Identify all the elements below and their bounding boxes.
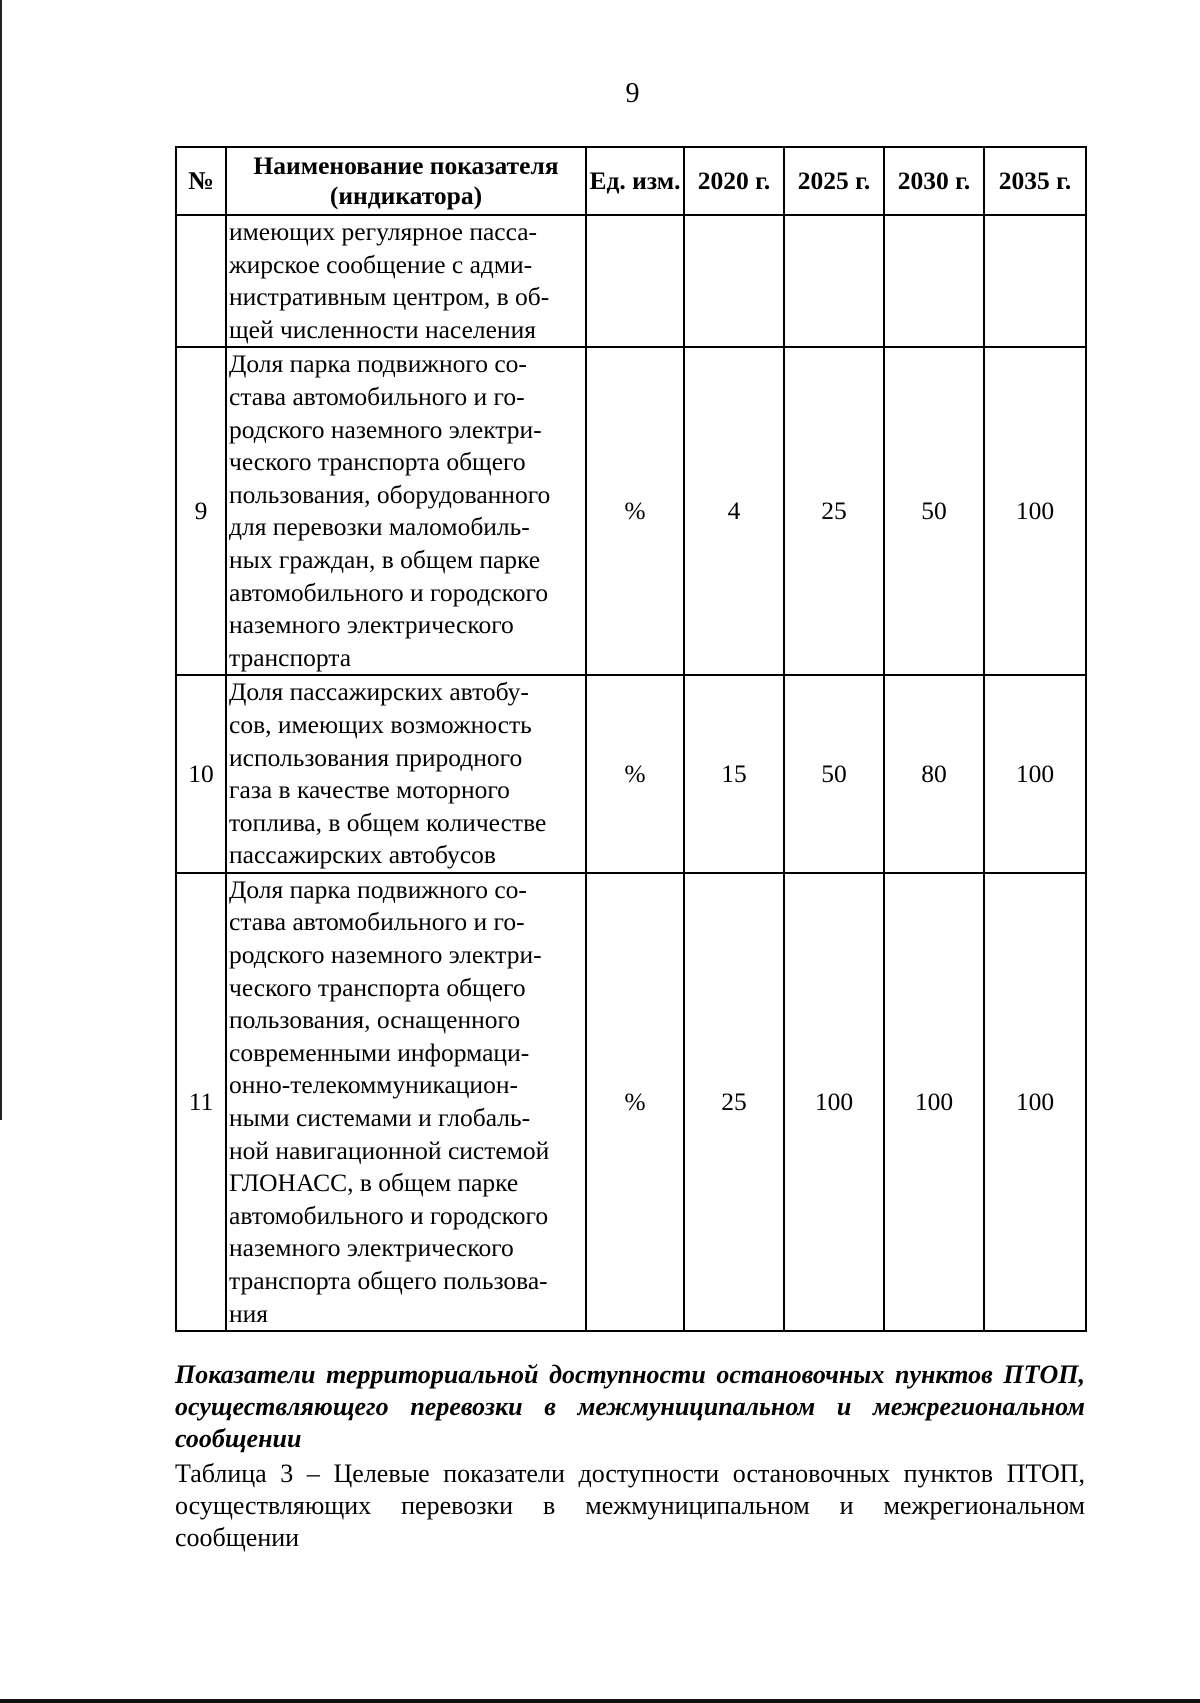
indicators-table (175, 146, 1087, 1332)
table-header-row (176, 147, 1086, 215)
value-2035-cell: 100 (984, 347, 1086, 675)
indicator-name-line: онно-телекоммуникацион- (229, 1070, 518, 1100)
indicator-name-line: жирское сообщение с адми- (229, 249, 533, 279)
table-row (176, 347, 1086, 675)
value-2030-cell: 80 (884, 675, 984, 873)
header-indicator-name: Наименование показателя (индикатора) (226, 147, 586, 215)
indicator-name-line: пользования, оборудованного (229, 479, 551, 509)
value-2020-cell (684, 215, 784, 347)
unit-cell: % (586, 347, 684, 675)
indicator-name-line: для перевозки маломобиль- (229, 512, 530, 542)
table-row (176, 873, 1086, 1331)
row-number-cell (176, 215, 226, 347)
indicator-name-line: родского наземного электри- (229, 414, 542, 444)
indicator-name-line: имеющих регулярное пасса- (229, 217, 538, 246)
indicator-name-line: нистративным центром, в об- (229, 282, 550, 312)
table-body (176, 215, 1086, 1331)
indicator-name-line: щей численности населения (229, 314, 536, 344)
indicator-name-line: топлива, в общем количестве (229, 807, 547, 837)
indicator-name-line: ческого транспорта общего (229, 447, 526, 477)
page-number: 9 (625, 78, 640, 109)
row-number-cell: 9 (176, 347, 226, 675)
value-2020-cell: 4 (684, 347, 784, 675)
value-2025-cell: 50 (784, 675, 884, 873)
indicator-name-line: наземного электрического (229, 610, 514, 640)
header-unit: Ед. изм. (586, 147, 684, 215)
indicator-name-line: Доля парка подвижного со- (229, 349, 527, 379)
header-number: № (176, 147, 226, 215)
value-2035-cell (984, 215, 1086, 347)
indicator-name-line: Доля парка подвижного со- (229, 874, 527, 904)
value-2025-cell: 100 (784, 873, 884, 1331)
indicator-name-line: пользования, оснащенного (229, 1005, 521, 1035)
value-2020-cell: 25 (684, 873, 784, 1331)
indicator-name-line: родского наземного электри- (229, 940, 542, 970)
value-2025-cell: 25 (784, 347, 884, 675)
scan-bottom-edge (0, 1699, 1200, 1703)
unit-cell: % (586, 675, 684, 873)
indicator-name-line: става автомобильного и го- (229, 381, 525, 411)
header-year-2025: 2025 г. (784, 147, 884, 215)
indicator-name-line: ния (229, 1298, 269, 1328)
unit-cell (586, 215, 684, 347)
value-2035-cell: 100 (984, 675, 1086, 873)
section-heading: Показатели территориальной доступности остановочных пунктов ПТОП, осуществляющего перевозки в межмуниципальном и межрегиональном сообщении (175, 1360, 1085, 1453)
header-year-2035: 2035 г. (984, 147, 1086, 215)
indicator-name-cell (226, 347, 586, 675)
indicator-name-line: ческого транспорта общего (229, 972, 526, 1002)
unit-cell: % (586, 873, 684, 1331)
indicator-name-line: использования природного (229, 742, 523, 772)
indicator-name-line: ными системами и глобаль- (229, 1103, 531, 1133)
value-2030-cell: 50 (884, 347, 984, 675)
value-2030-cell (884, 215, 984, 347)
scan-left-edge (0, 0, 2, 1120)
value-2020-cell: 15 (684, 675, 784, 873)
value-2025-cell (784, 215, 884, 347)
indicator-name-line: автомобильного и городского (229, 1200, 549, 1230)
table-row (176, 215, 1086, 347)
table-caption: Таблица 3 – Целевые показатели доступности остановочных пунктов ПТОП, осуществляющих перевозки в межмуниципальном и межрегиональном сообщении (175, 1459, 1085, 1552)
indicator-name-line: става автомобильного и го- (229, 907, 525, 937)
header-year-2030: 2030 г. (884, 147, 984, 215)
row-number-cell: 11 (176, 873, 226, 1331)
indicator-name-line: газа в качестве моторного (229, 775, 510, 805)
indicator-name-line: ной навигационной системой (229, 1135, 550, 1165)
indicator-name-line: наземного электрического (229, 1233, 514, 1263)
indicator-name-line: Доля пассажирских автобу- (229, 677, 529, 707)
row-number-cell: 10 (176, 675, 226, 873)
indicator-name-line: ных граждан, в общем парке (229, 544, 541, 574)
header-year-2020: 2020 г. (684, 147, 784, 215)
indicator-name-line: современными информаци- (229, 1037, 530, 1067)
indicator-name-line: пассажирских автобусов (229, 840, 496, 870)
indicator-name-line: автомобильного и городского (229, 577, 549, 607)
indicator-name-cell (226, 675, 586, 873)
indicator-name-line: ГЛОНАСС, в общем парке (229, 1168, 519, 1198)
value-2035-cell: 100 (984, 873, 1086, 1331)
indicator-name-line: сов, имеющих возможность (229, 709, 532, 739)
value-2030-cell: 100 (884, 873, 984, 1331)
indicator-name-cell (226, 873, 586, 1331)
table-row (176, 675, 1086, 873)
indicator-name-line: транспорта общего пользова- (229, 1266, 548, 1295)
indicator-name-cell (226, 215, 586, 347)
indicator-name-line: транспорта (229, 642, 352, 672)
